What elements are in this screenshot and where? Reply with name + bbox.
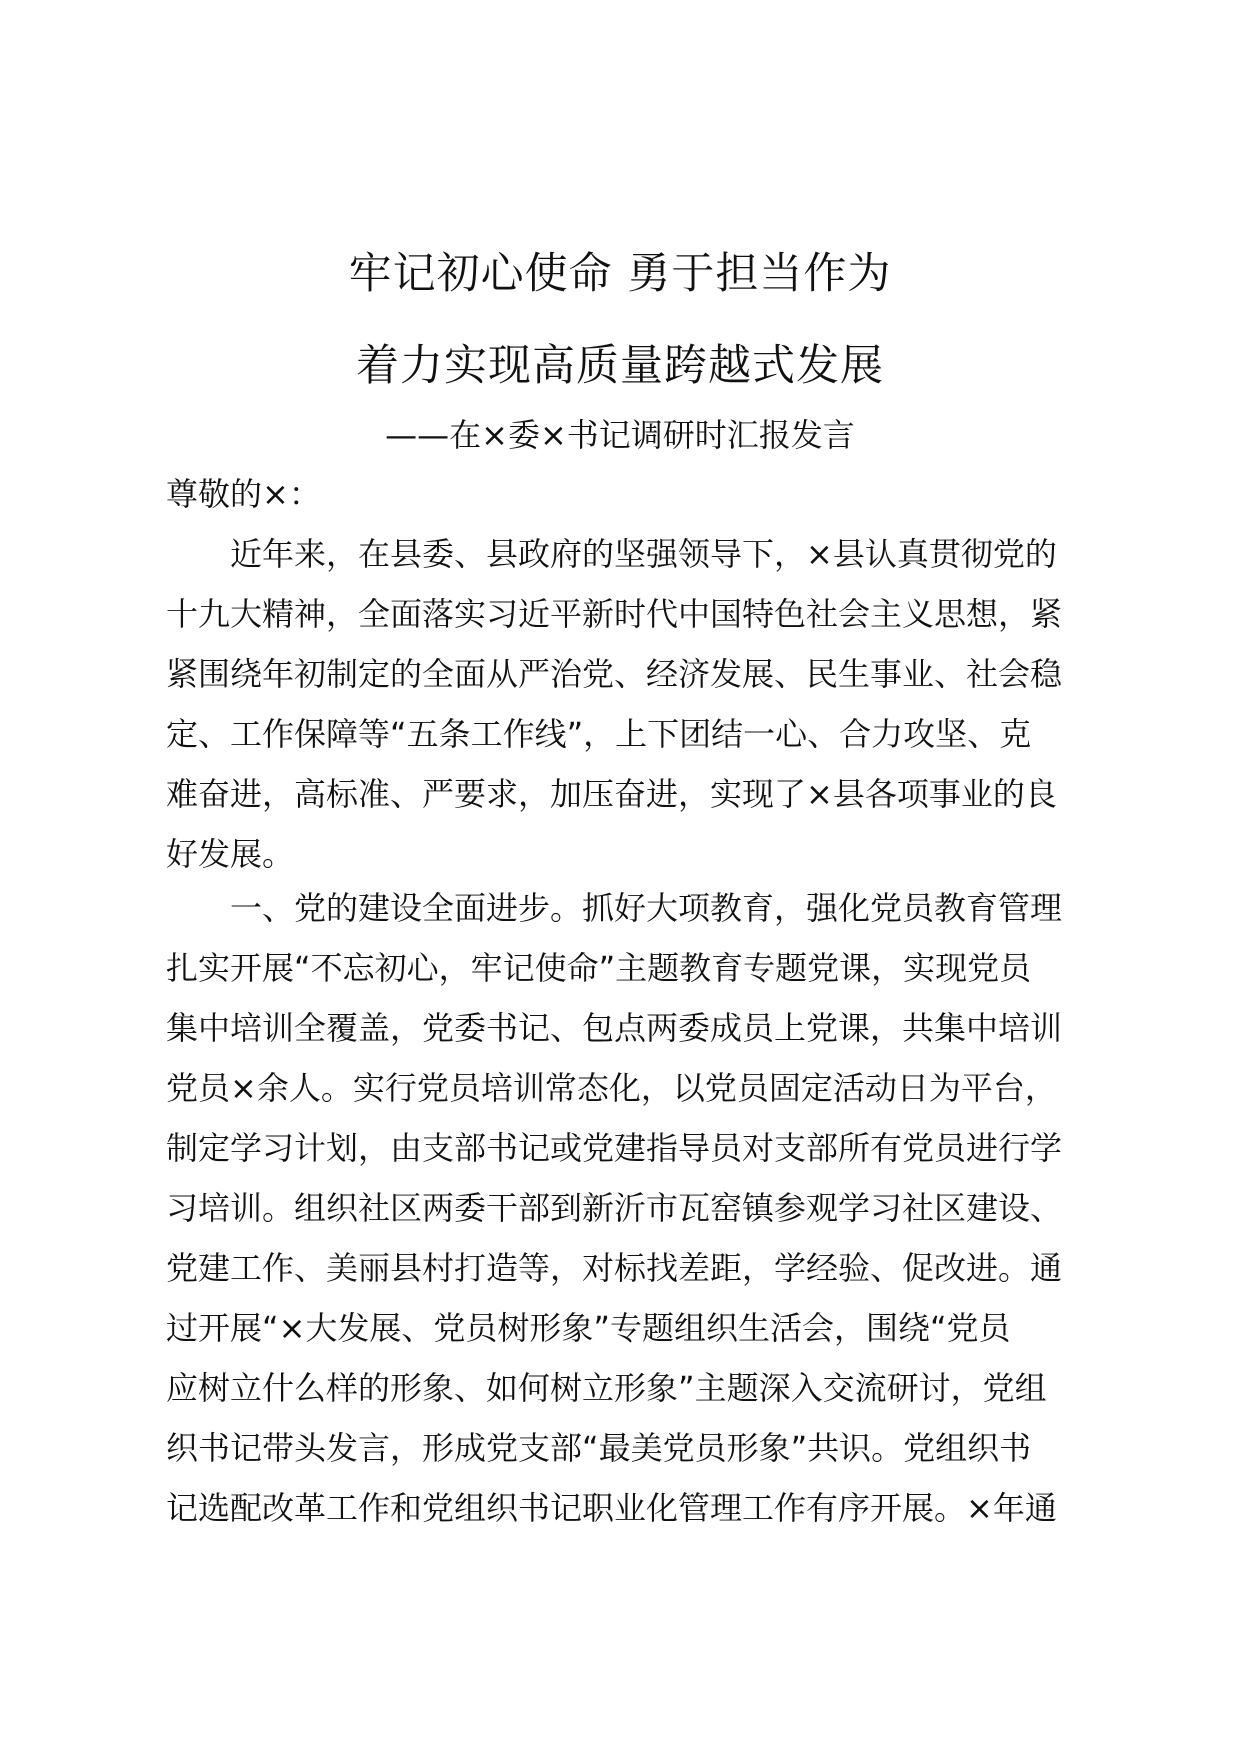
paragraph-line: 定、工作保障等“五条工作线”，上下团结一心、合力攻坚、克 [166,715,1032,753]
paragraph-line: 应树立什么样的形象、如何树立形象”主题深入交流研讨，党组 [166,1369,1047,1407]
paragraph-line: 习培训。组织社区两委干部到新沂市瓦窑镇参观学习社区建设、 [166,1189,1063,1227]
title-line-1: 牢记初心使命 勇于担当作为 [348,249,892,299]
paragraph-line: 党建工作、美丽县村打造等，对标找差距，学经验、促改进。通 [166,1249,1063,1287]
paragraph-2 [166,878,1106,1538]
paragraph-line: 党员×余人。实行党员培训常态化，以党员固定活动日为平台， [166,1069,1057,1107]
paragraph-line: 难奋进，高标准、严要求，加压奋进，实现了×县各项事业的良 [166,775,1057,813]
paragraph-line: 近年来，在县委、县政府的坚强领导下，×县认真贯彻党的 [230,535,1057,573]
paragraph-line: 一、党的建设全面进步。抓好大项教育，强化党员教育管理 [230,889,1063,927]
paragraph-line: 集中培训全覆盖，党委书记、包点两委成员上党课，共集中培训 [166,1009,1063,1047]
paragraph-line: 十九大精神，全面落实习近平新时代中国特色社会主义思想，紧 [166,595,1063,633]
title-line-2: 着力实现高质量跨越式发展 [356,341,884,391]
paragraph-line: 扎实开展“不忘初心，牢记使命”主题教育专题党课，实现党员 [166,949,1032,987]
subtitle: ——在×委×书记调研时汇报发言 [385,416,855,454]
paragraph-line: 紧围绕年初制定的全面从严治党、经济发展、民生事业、社会稳 [166,655,1063,693]
paragraph-line: 织书记带头发言，形成党支部“最美党员形象”共识。党组织书 [166,1429,1032,1467]
paragraph-1 [166,524,1106,884]
paragraph-line: 过开展“×大发展、党员树形象”专题组织生活会，围绕“党员 [166,1309,1011,1347]
salutation: 尊敬的×： [166,475,321,513]
paragraph-line: 制定学习计划，由支部书记或党建指导员对支部所有党员进行学 [166,1129,1063,1167]
paragraph-line: 好发展。 [166,835,295,873]
paragraph-line: 记选配改革工作和党组织书记职业化管理工作有序开展。×年通 [166,1489,1057,1527]
